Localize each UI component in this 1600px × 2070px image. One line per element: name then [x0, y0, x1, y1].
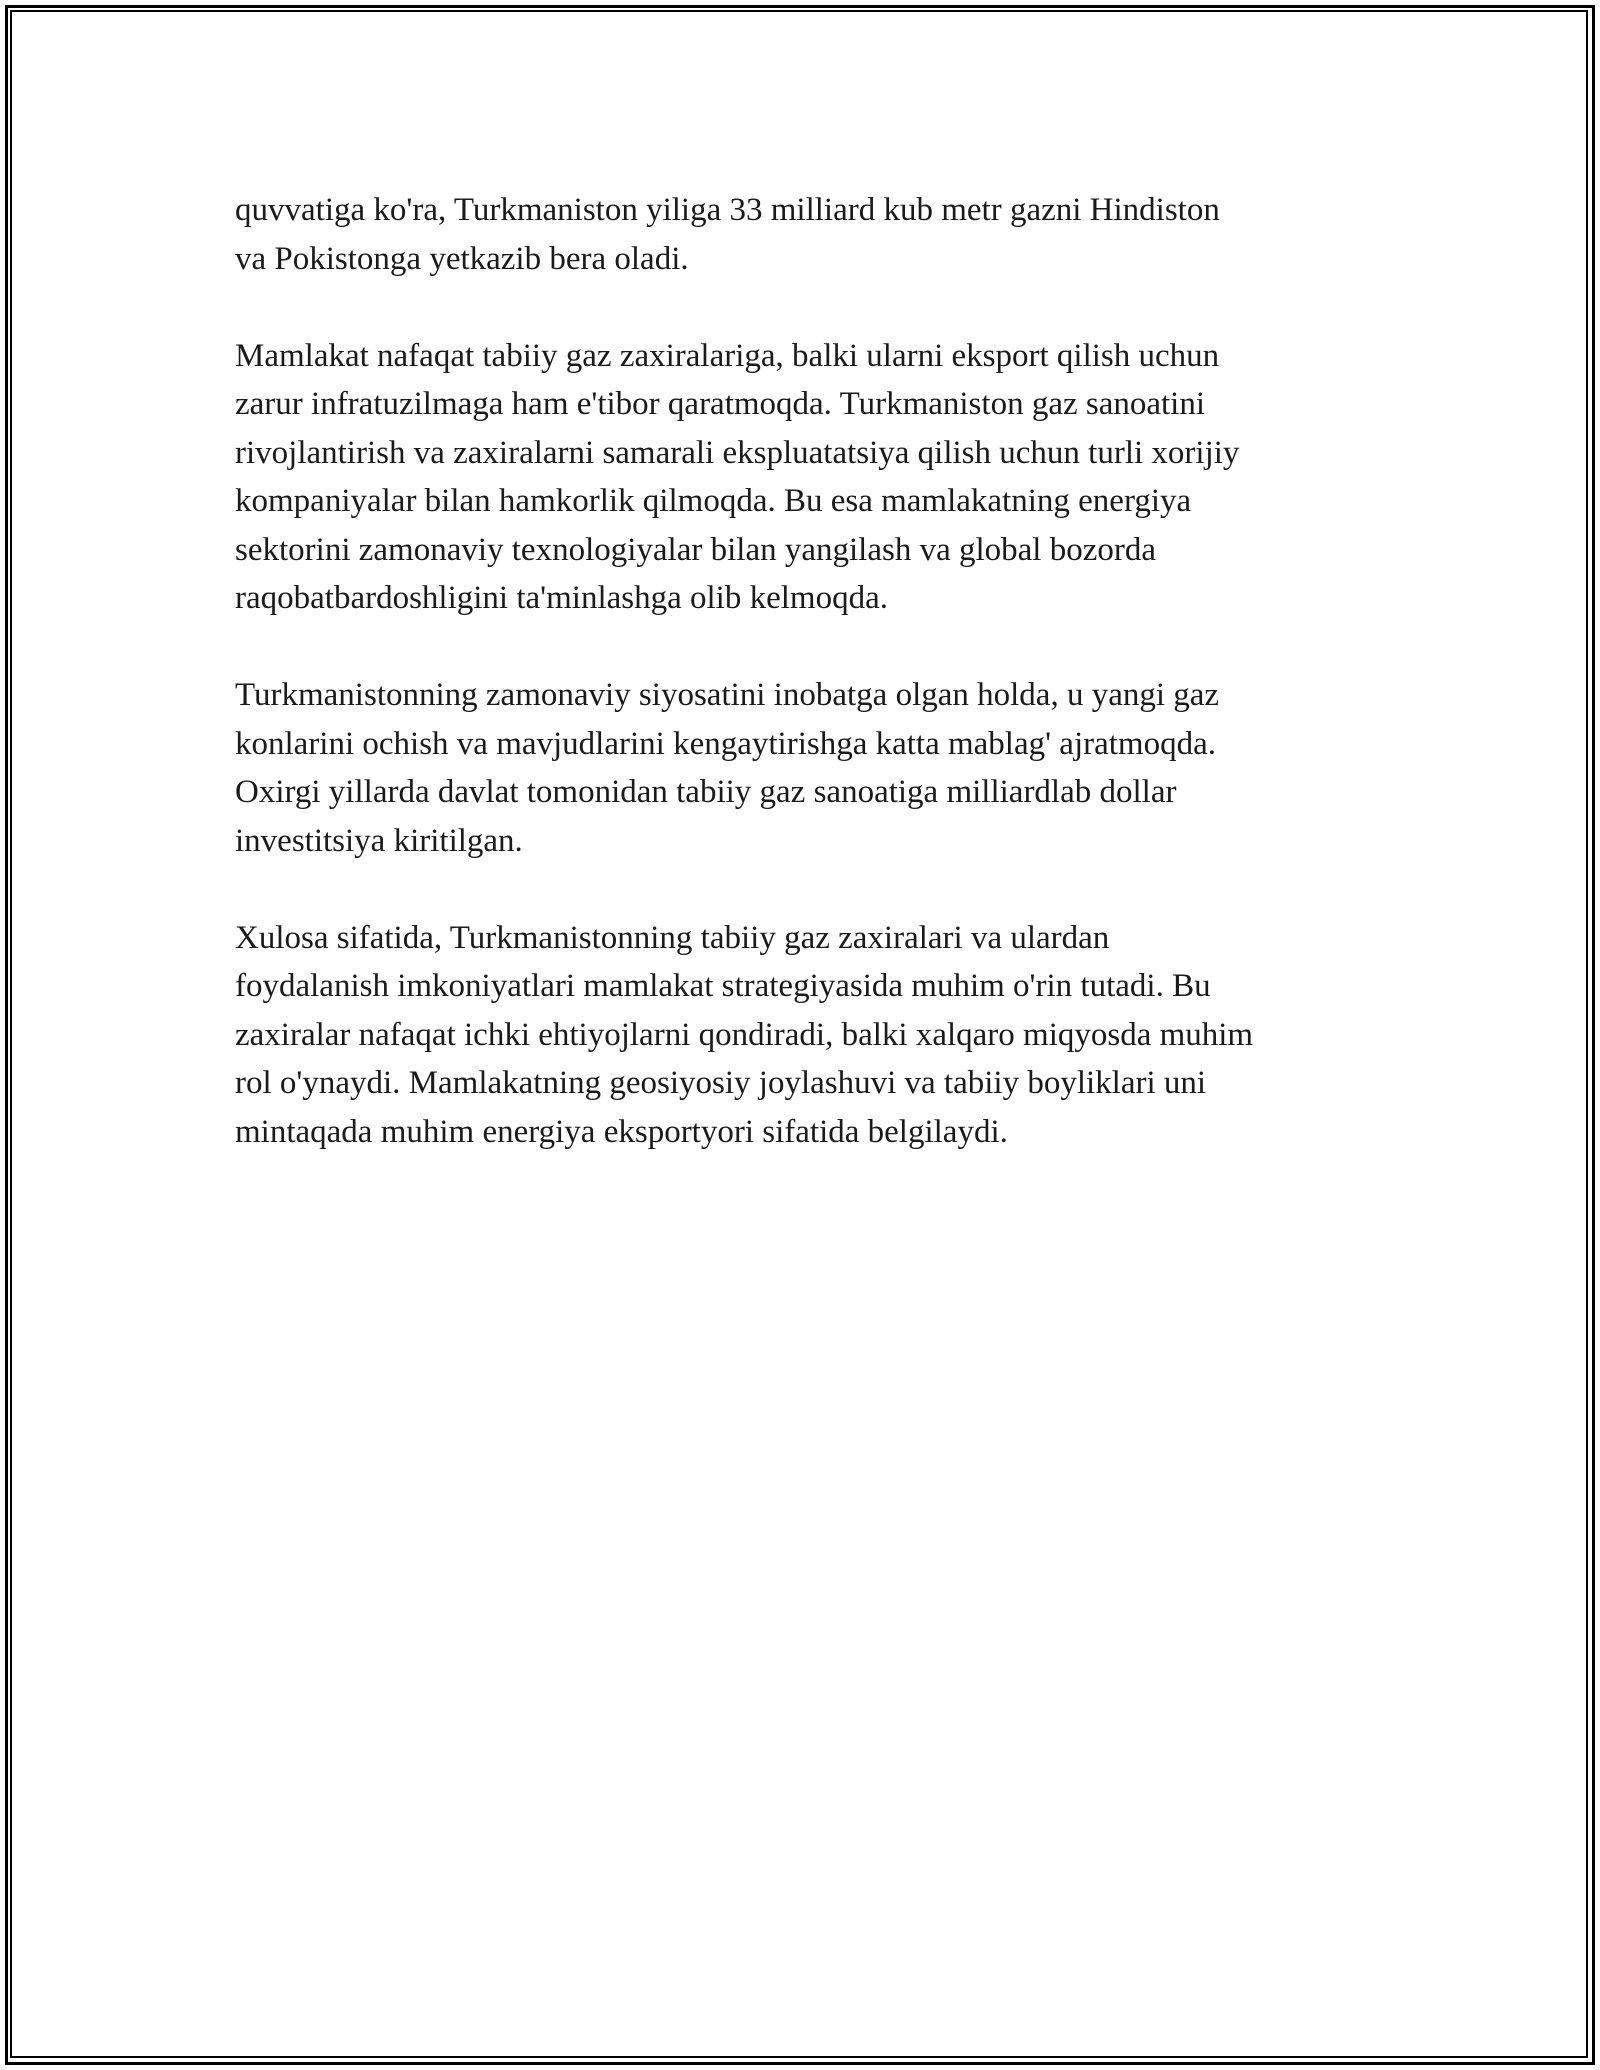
text-line: Turkmanistonning zamonaviy siyosatini inobatga olgan holda, u yangi gaz	[235, 677, 1220, 713]
text-line: quvvatiga ko'ra, Turkmaniston yiliga 33 milliard kub metr gazni Hindiston	[235, 192, 1220, 228]
text-line: zarur infratuzilmaga ham e'tibor qaratmoqda. Turkmaniston gaz sanoatini	[235, 386, 1206, 422]
text-line: konlarini ochish va mavjudlarini kengaytirishga katta mablag' ajratmoqda.	[235, 725, 1216, 762]
paragraph-3	[235, 671, 1395, 865]
text-line: Mamlakat nafaqat tabiiy gaz zaxiralariga, balki ularni eksport qilish uchun	[235, 337, 1220, 374]
text-line: sektorini zamonaviy texnologiyalar bilan yangilash va global bozorda	[235, 531, 1156, 568]
text-line: investitsiya kiritilgan.	[235, 822, 523, 859]
text-line: rivojlantirish va zaxiralarni samarali ekspluatatsiya qilish uchun turli xorijiy	[235, 434, 1240, 471]
text-line: Oxirgi yillarda davlat tomonidan tabiiy gaz sanoatiga milliardlab dollar	[235, 774, 1177, 810]
text-line: foydalanish imkoniyatlari mamlakat strategiyasida muhim o'rin tutadi. Bu	[235, 968, 1211, 1004]
text-line: raqobatbardoshligini ta'minlashga olib kelmoqda.	[235, 580, 888, 616]
text-line: mintaqada muhim energiya eksportyori sifatida belgilaydi.	[235, 1113, 1008, 1150]
text-line: zaxiralar nafaqat ichki ehtiyojlarni qondiradi, balki xalqaro miqyosda muhim	[235, 1016, 1254, 1053]
text-line: Xulosa sifatida, Turkmanistonning tabiiy gaz zaxiralari va ulardan	[235, 919, 1110, 956]
paragraph-2	[235, 332, 1395, 623]
paragraph-1	[235, 186, 1395, 283]
text-line: va Pokistonga yetkazib bera oladi.	[235, 240, 689, 277]
paragraph-4	[235, 914, 1395, 1157]
document-body	[235, 186, 1395, 1205]
text-line: kompaniyalar bilan hamkorlik qilmoqda. Bu esa mamlakatning energiya	[235, 483, 1192, 519]
text-line: rol o'ynaydi. Mamlakatning geosiyosiy joylashuvi va tabiiy boyliklari uni	[235, 1065, 1207, 1101]
